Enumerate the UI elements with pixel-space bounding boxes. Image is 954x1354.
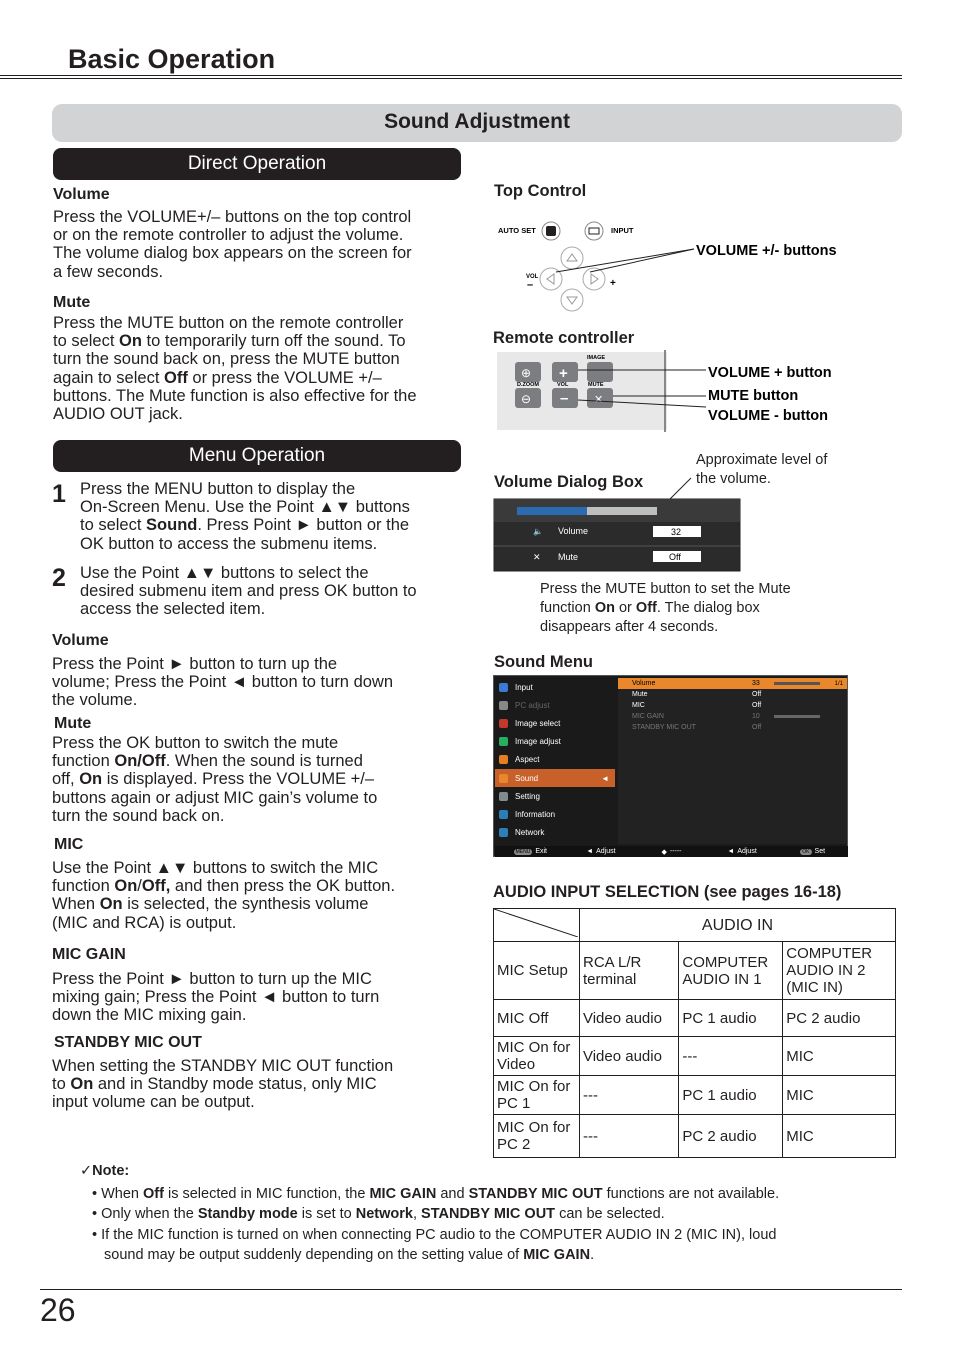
arrow-icon: ◆ [661,848,667,856]
menu-item-icon [499,792,508,801]
table-row [494,1076,896,1115]
volume-minus-callout: VOLUME - button [708,408,829,424]
footer-hint-label: Adjust [596,848,616,855]
menu-item[interactable] [495,805,615,823]
mute-callout: MUTE button [708,388,799,404]
direct-operation-heading: Direct Operation [53,148,461,180]
sound-menu-left-list [495,678,615,842]
image-button[interactable] [587,362,613,382]
footer-rule [40,1289,902,1290]
menu-key-icon: MENU [515,848,531,855]
callout-line [590,249,694,272]
audio-input-table [493,908,896,1158]
menu-item-label: Image select [515,718,561,728]
vol-label: VOL [526,274,539,280]
footer-hint-label: ----- [669,848,682,855]
menu-mute-heading: Mute [54,715,92,732]
menu-mic-heading: MIC [54,836,84,853]
sound-menu-right-panel [618,678,847,844]
table-row [494,942,896,1000]
menu-mic-gain-text: Press the Point ► button to turn up the MIC mixing gain; Press the Point ◄ button to turn down the MIC mixing gain. [52,970,380,1025]
menu-item-icon [499,810,508,819]
table-cell: MIC On for Video [494,1037,580,1076]
menu-item-label: Information [515,809,556,819]
menu-mic-text: Use the Point ▲▼ buttons to switch the MIC function On/Off, and then press the OK button. When On is selected, the synthesis volume (MIC and RCA) is output. [52,859,396,932]
menu-item-icon [499,737,508,746]
menu-item[interactable] [495,769,615,787]
speaker-icon: 🔈 [533,527,543,536]
table-cell: Video audio [579,1000,678,1037]
menu-item[interactable] [495,751,615,769]
mute-icon: ✕ [594,394,604,406]
menu-item-icon [499,683,508,692]
direct-volume-heading: Volume [53,186,110,203]
page-title: Basic Operation [68,44,276,74]
plus-icon: + [559,365,568,382]
approx-level-note: Approximate level of the volume. [696,452,828,487]
vol-label: VOL [557,382,569,388]
step-1-text: Press the MENU button to display the On-Screen Menu. Use the Point ▲▼ buttons to select Sound. Press Point ► button or the OK button to access the submenu items. [80,480,410,553]
step-1-number: 1 [52,480,66,508]
sound-menu-row-label: Volume [632,680,656,687]
direct-mute-heading: Mute [53,294,91,311]
table-cell: COMPUTER AUDIO IN 2 (MIC IN) [783,942,896,1000]
section-title: Sound Adjustment [384,110,570,133]
table-cell: PC 1 audio [679,1076,783,1115]
sound-menu-row-value: 33 [752,680,760,687]
menu-item-icon [499,755,508,764]
menu-standby-text: When setting the STANDBY MIC OUT function to On and in Standby mode status, only MIC input volume can be output. [52,1057,394,1112]
menu-volume-text: Press the Point ► button to turn up the volume; Press the Point ◄ button to turn down the volume. [52,655,394,710]
menu-item[interactable] [495,787,615,805]
sound-menu-row[interactable] [618,711,847,722]
menu-item-label: Aspect [515,755,540,765]
sound-menu-row[interactable] [618,678,847,689]
table-row [494,1000,896,1037]
menu-item-label: Sound [515,773,539,783]
volume-dialog-heading: Volume Dialog Box [494,473,644,491]
footer-hint [495,846,566,857]
step-2-text: Use the Point ▲▼ buttons to select the desired submenu item and press OK button to access the selected item. [80,564,417,619]
menu-item-icon [499,701,508,710]
sound-menu-heading: Sound Menu [494,653,593,671]
level-slider[interactable] [774,682,820,685]
sound-menu-screen [493,675,848,857]
menu-item[interactable] [495,678,615,696]
direct-volume-text: Press the VOLUME+/– buttons on the top control or on the remote controller to adjust the volume. The volume dialog box appears on the screen for a few seconds. [53,208,412,281]
sound-menu-row-value: Off [752,702,762,709]
dialog-mute-label: Mute [558,552,579,562]
table-cell: --- [679,1037,783,1076]
up-arrow-icon [567,254,577,261]
table-cell: PC 1 audio [679,1000,783,1037]
remote-diagram [493,350,853,432]
input-label: INPUT [611,226,634,235]
footer-hint [636,846,707,857]
audio-table-heading: AUDIO INPUT SELECTION (see pages 16-18) [493,883,842,901]
table-cell: MIC On for PC 2 [494,1115,580,1158]
header-rule [0,75,902,79]
table-cell: COMPUTER AUDIO IN 1 [679,942,783,1000]
magnify-icon: ⊕ [521,366,532,380]
audio-in-header: AUDIO IN [579,909,895,942]
table-row [494,1037,896,1076]
step-2-number: 2 [52,564,66,592]
mute-dialog-caption: Press the MUTE button to set the Mute function On or Off. The dialog box disappears after 4 seconds. [540,581,791,635]
menu-item[interactable] [495,733,615,751]
volume-buttons-callout: VOLUME +/- buttons [696,243,837,259]
sound-menu-row-label: Mute [632,691,648,698]
sound-menu-footer [495,846,848,857]
arrow-icon: ◄ [727,848,735,855]
direct-mute-text: Press the MUTE button on the remote controller to select On to temporarily turn off the sound. To turn the sound back on, press the MUTE button again to select Off or press the VOLUME +/– buttons. The Mute function is also effective for the AUDIO OUT jack. [53,314,417,424]
level-slider[interactable] [774,715,820,718]
note-item: • Only when the Standby mode is set to Network, STANDBY MIC OUT can be selected. [92,1206,665,1222]
menu-item-label: PC adjust [515,700,550,710]
remote-heading: Remote controller [493,329,635,347]
menu-item-label: Input [515,682,533,692]
note-label: ✓Note: [80,1163,130,1179]
right-arrow-icon [591,274,598,284]
menu-item-label: Image adjust [515,737,561,747]
up-button[interactable] [561,247,583,269]
arrow-icon: ◄ [586,848,594,855]
volume-dialog [493,474,743,574]
footer-hint-label: Set [814,848,826,855]
sound-menu-row[interactable] [618,722,847,733]
table-cell: --- [579,1115,678,1158]
input-icon [589,228,599,234]
left-arrow-icon [547,274,554,284]
mute-label: MUTE [588,382,604,388]
menu-item-label: Network [515,828,545,838]
menu-item-icon [499,719,508,728]
auto-set-label: AUTO SET [498,226,536,235]
table-cell: MIC [783,1115,896,1158]
table-cell: MIC Setup [494,942,580,1000]
image-label: IMAGE [587,355,606,361]
check-icon: ✓ [80,1163,93,1179]
minus-label: – [527,279,534,291]
page-indicator: 1/1 [834,680,843,687]
table-cell: PC 2 audio [679,1115,783,1158]
down-button[interactable] [561,289,583,311]
sound-menu-row-label: MIC GAIN [632,713,664,720]
magnify-minus-icon: ⊖ [521,392,532,406]
sound-menu-row-value: Off [752,724,762,731]
plus-label: + [610,278,616,289]
menu-item-icon [499,828,508,837]
menu-item[interactable] [495,824,615,842]
menu-item-icon [499,774,508,783]
table-cell: MIC [783,1076,896,1115]
volume-plus-callout: VOLUME + button [708,365,832,381]
table-cell: MIC [783,1037,896,1076]
table-cell: MIC On for PC 1 [494,1076,580,1115]
page-number: 26 [40,1292,76,1328]
footer-hint-label: Adjust [737,848,757,855]
auto-set-icon [546,226,556,236]
menu-standby-heading: STANDBY MIC OUT [54,1034,202,1051]
note-item: • When Off is selected in MIC function, the MIC GAIN and STANDBY MIC OUT functions are not available. [92,1186,780,1202]
top-control-diagram [490,212,860,316]
menu-operation-heading: Menu Operation [53,440,461,472]
table-cell: Video audio [579,1037,678,1076]
down-arrow-icon [567,297,577,304]
dialog-volume-label: Volume [558,526,589,536]
top-control-heading: Top Control [494,182,587,200]
dialog-mute-value: Off [669,552,681,562]
menu-mic-gain-heading: MIC GAIN [52,946,126,963]
ok-key-icon: OK [802,848,810,855]
sound-menu-row-value: Off [752,691,762,698]
sound-menu-row-value: 10 [752,713,760,720]
menu-item-label: Setting [515,791,540,801]
note-item: • If the MIC function is turned on when connecting PC audio to the COMPUTER AUDIO IN 2 (MIC IN), loud sound may be output suddenly depending on the setting value of MIC GAIN. [92,1227,777,1263]
minus-icon: – [560,390,569,407]
sound-menu-row-label: MIC [632,702,645,709]
table-row [494,1115,896,1158]
mute-speaker-icon: ✕ [533,552,541,562]
footer-hint [777,846,848,857]
table-cell: PC 2 audio [783,1000,896,1037]
footer-hint [566,846,637,857]
sound-menu-row[interactable] [618,700,847,711]
dzoom-label: D.ZOOM [517,382,539,388]
input-button[interactable] [585,222,603,240]
menu-volume-heading: Volume [52,632,109,649]
footer-hint [707,846,778,857]
dialog-volume-value: 32 [671,527,682,537]
menu-item[interactable] [495,714,615,732]
menu-mute-text: Press the OK button to switch the mute function On/Off. When the sound is turned off, On is displayed. Press the VOLUME +/– buttons again or adjust MIC gain’s volume to turn the sound back on. [52,734,378,825]
sound-menu-row[interactable] [618,689,847,700]
table-cell: --- [579,1076,678,1115]
arrow-left-icon: ◄ [601,773,609,783]
table-cell: RCA L/R terminal [579,942,678,1000]
volume-level-bar [517,507,587,515]
table-corner-cell [494,909,580,942]
table-cell: MIC Off [494,1000,580,1037]
menu-item[interactable] [495,696,615,714]
sound-menu-row-label: STANDBY MIC OUT [632,724,696,731]
footer-hint-label: Exit [535,848,547,855]
section-bar [52,104,902,142]
